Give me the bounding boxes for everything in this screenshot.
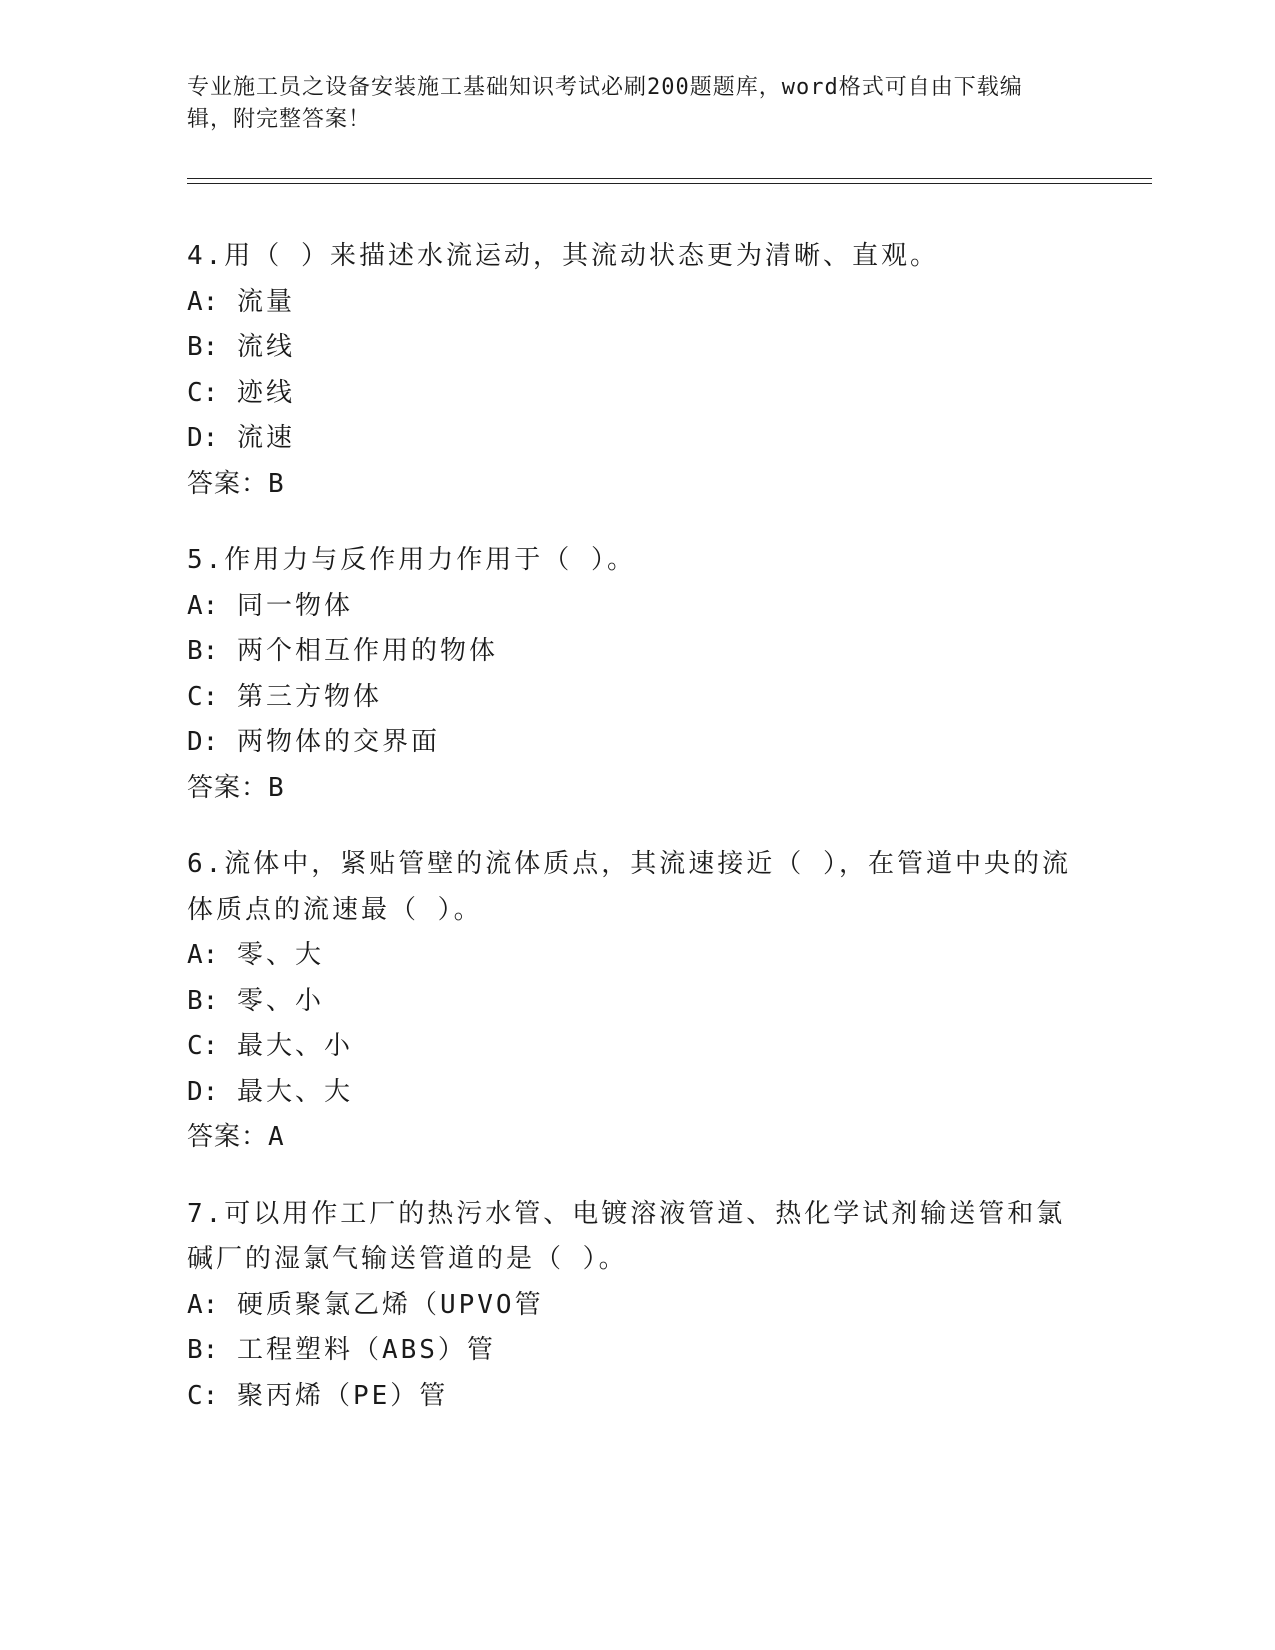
option-c: C: 迹线 xyxy=(187,377,295,408)
option-d: D: 流速 xyxy=(187,423,295,453)
option-b: B: 两个相互作用的物体 xyxy=(187,636,498,666)
option-d: D: 两物体的交界面 xyxy=(187,727,440,757)
document-header: 专业施工员之设备安装施工基础知识考试必刷200题题库，word格式可自由下载编辑，附完整答案！ xyxy=(187,75,1023,132)
question-item xyxy=(187,842,1087,1161)
option-a: A: 流量 xyxy=(187,286,295,317)
answer-line: 答案：A xyxy=(187,1122,285,1152)
question-stem: 7.可以用作工厂的热污水管、电镀溶液管道、热化学试剂输送管和氯碱厂的湿氯气输送管道的是（ ）。 xyxy=(187,1198,1066,1274)
question-stem: 4.用（ ）来描述水流运动，其流动状态更为清晰、直观。 xyxy=(187,241,939,271)
question-stem: 5.作用力与反作用力作用于（ ）。 xyxy=(187,545,636,575)
question-item xyxy=(187,234,1087,507)
option-b: B: 流线 xyxy=(187,332,295,362)
option-b: B: 工程塑料（ABS）管 xyxy=(187,1335,496,1365)
option-a: A: 硬质聚氯乙烯（UPVO管 xyxy=(187,1289,544,1320)
header-rule-top xyxy=(187,178,1152,179)
option-a: A: 零、大 xyxy=(187,940,324,970)
option-c: C: 聚丙烯（PE）管 xyxy=(187,1380,449,1411)
answer-line: 答案：B xyxy=(187,772,285,803)
header-rule-bottom xyxy=(187,183,1152,184)
question-list xyxy=(187,234,1087,1450)
option-b: B: 零、小 xyxy=(187,985,324,1016)
question-item xyxy=(187,1192,1087,1420)
option-c: C: 第三方物体 xyxy=(187,681,382,712)
question-item xyxy=(187,538,1087,811)
answer-line: 答案：B xyxy=(187,468,285,499)
option-c: C: 最大、小 xyxy=(187,1031,353,1061)
option-a: A: 同一物体 xyxy=(187,590,353,621)
option-d: D: 最大、大 xyxy=(187,1076,353,1107)
question-stem: 6.流体中，紧贴管壁的流体质点，其流速接近（ ），在管道中央的流体质点的流速最（ ）。 xyxy=(187,849,1071,925)
